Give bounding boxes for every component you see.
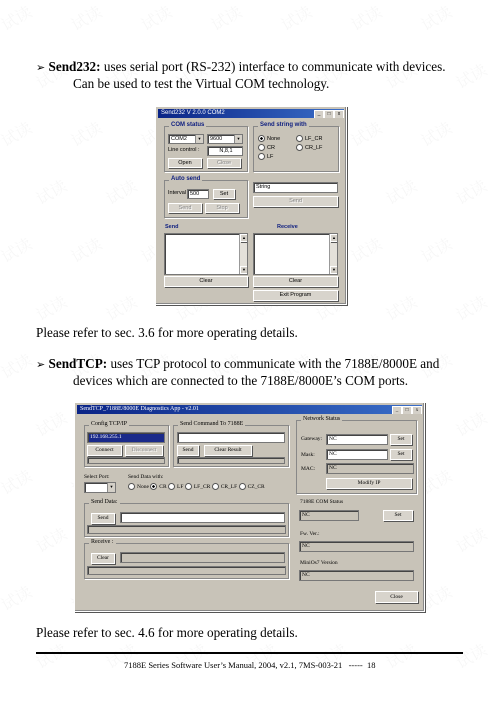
radio-cr-lf-label: CR_LF bbox=[220, 483, 238, 490]
sendtcp-description bbox=[36, 356, 476, 388]
exit-program-button[interactable]: Exit Program bbox=[253, 290, 338, 301]
close-app-button[interactable]: Close bbox=[375, 591, 418, 603]
watermark-mark bbox=[346, 232, 385, 268]
maximize-button[interactable]: □ bbox=[402, 406, 412, 414]
radio-icon bbox=[258, 144, 265, 151]
radio-lf[interactable] bbox=[168, 484, 183, 490]
mask-input[interactable]: NC bbox=[326, 449, 388, 460]
clear-receive-button[interactable]: Clear bbox=[91, 553, 115, 564]
radio-cr-lf[interactable] bbox=[296, 144, 322, 151]
chevron-down-icon: ▼ bbox=[234, 135, 242, 143]
send232-window bbox=[155, 106, 347, 305]
sendtcp-window bbox=[74, 402, 425, 612]
radio-none-label: None bbox=[267, 135, 281, 142]
radio-selected-icon bbox=[258, 135, 265, 142]
radio-cr[interactable] bbox=[150, 484, 166, 490]
send-data-with-label: Send Data with: bbox=[128, 474, 164, 480]
watermark-mark bbox=[451, 174, 490, 210]
send-data-button[interactable]: Send bbox=[91, 513, 115, 524]
auto-send-button[interactable]: Send bbox=[168, 203, 202, 213]
sendtcp-desc-line1: uses TCP protocol to communicate with the 7188E/8000E and bbox=[110, 356, 440, 371]
send232-desc-line2: Can be used to test the Virtual COM technology. bbox=[73, 75, 330, 91]
watermark-mark bbox=[206, 0, 245, 35]
watermark-mark bbox=[451, 638, 490, 674]
watermark-mark bbox=[136, 0, 175, 35]
connect-button[interactable]: Connect bbox=[87, 445, 122, 456]
sendtcp-desc-line2: devices which are connected to the 7188E/8000E’s COM ports. bbox=[73, 372, 409, 388]
watermark-mark bbox=[416, 232, 455, 268]
modify-ip-button[interactable]: Modify IP bbox=[326, 478, 412, 489]
watermark-mark bbox=[0, 116, 36, 152]
radio-none[interactable] bbox=[258, 135, 280, 142]
watermark-mark bbox=[66, 0, 105, 35]
sendtcp-titlebar bbox=[77, 405, 422, 414]
network-status-group bbox=[296, 416, 417, 494]
radio-none-label: None bbox=[137, 483, 149, 490]
interval-input[interactable]: 500 bbox=[187, 189, 209, 199]
clear-send-button[interactable]: Clear bbox=[164, 276, 248, 287]
radio-icon bbox=[296, 135, 303, 142]
radio-cz-cr[interactable] bbox=[239, 484, 265, 490]
auto-send-group bbox=[164, 176, 248, 218]
send232-titlebar bbox=[158, 109, 344, 118]
chevron-down-icon: ▼ bbox=[195, 135, 203, 143]
refer-sec-3-6: Please refer to sec. 3.6 for more operating details. bbox=[36, 325, 298, 340]
footer-rule bbox=[36, 652, 463, 654]
watermark-mark bbox=[0, 232, 36, 268]
watermark-mark bbox=[0, 0, 36, 35]
receive-textarea[interactable] bbox=[253, 233, 338, 275]
fw-version-field: NC bbox=[299, 541, 414, 552]
baud-value: 9600 bbox=[210, 136, 223, 142]
send-data-group bbox=[84, 499, 289, 537]
network-status-label: Network Status bbox=[303, 416, 341, 422]
radio-none[interactable] bbox=[128, 484, 149, 490]
send-string-button[interactable]: Send bbox=[253, 196, 338, 207]
send-area-label: Send bbox=[165, 224, 179, 230]
watermark-mark bbox=[0, 580, 36, 616]
minimize-button[interactable]: _ bbox=[314, 110, 324, 118]
radio-cz-cr-label: CZ_CR bbox=[247, 483, 265, 490]
watermark-mark bbox=[0, 348, 36, 384]
fw-version-label: Fw. Ver.: bbox=[300, 531, 320, 537]
line-control-field[interactable]: N,8,1 bbox=[207, 146, 243, 156]
receive-area-label: Receive bbox=[277, 224, 298, 230]
scroll-up-icon[interactable]: ▲ bbox=[240, 234, 248, 242]
scroll-down-icon[interactable]: ▼ bbox=[240, 266, 248, 274]
radio-lf[interactable] bbox=[258, 153, 273, 160]
send-textarea[interactable] bbox=[164, 233, 248, 275]
watermark-mark bbox=[451, 522, 490, 558]
watermark-mark bbox=[101, 290, 140, 326]
minios-version-label: MiniOs7 Version bbox=[300, 560, 338, 566]
watermark-mark bbox=[31, 174, 70, 210]
radio-lf-cr[interactable] bbox=[296, 135, 322, 142]
watermark-mark bbox=[381, 638, 420, 674]
radio-cr-label: CR bbox=[267, 144, 275, 151]
config-tcpip-group bbox=[84, 421, 169, 467]
command-result-field bbox=[177, 457, 285, 464]
radio-cr-lf-label: CR_LF bbox=[305, 144, 323, 151]
com-port-value: COM2 bbox=[171, 136, 187, 142]
radio-cr-lf[interactable] bbox=[212, 484, 238, 490]
auto-send-label: Auto send bbox=[171, 176, 201, 182]
close-window-button[interactable]: x bbox=[412, 406, 422, 414]
send-command-group bbox=[173, 421, 289, 467]
send-data-input[interactable] bbox=[120, 512, 285, 523]
send-data-label: Send Data: bbox=[91, 499, 118, 505]
watermark-mark bbox=[451, 290, 490, 326]
com-port-select[interactable] bbox=[168, 134, 204, 144]
radio-icon bbox=[128, 483, 135, 490]
clear-result-button[interactable]: Clear Result bbox=[204, 445, 252, 456]
watermark-mark bbox=[416, 116, 455, 152]
interval-label: Interval bbox=[168, 190, 187, 196]
mask-set-button[interactable]: Set bbox=[390, 449, 412, 460]
gateway-input[interactable]: NC bbox=[326, 434, 388, 445]
radio-selected-icon bbox=[150, 483, 157, 490]
radio-lf-label: LF bbox=[177, 483, 184, 490]
scroll-up-icon[interactable]: ▲ bbox=[330, 234, 338, 242]
bullet-arrow-icon: ➢ bbox=[36, 61, 46, 74]
watermark-mark bbox=[66, 232, 105, 268]
radio-icon bbox=[212, 483, 219, 490]
receive-status-field bbox=[87, 566, 286, 575]
send-scrollbar[interactable] bbox=[239, 234, 247, 274]
gateway-set-button[interactable]: Set bbox=[390, 434, 412, 445]
watermark-mark bbox=[31, 522, 70, 558]
receive-label: Receive : bbox=[91, 539, 114, 545]
mac-field: NC bbox=[326, 463, 414, 474]
receive-field bbox=[120, 552, 285, 563]
chevron-down-icon: ▼ bbox=[107, 483, 115, 492]
baud-select[interactable] bbox=[207, 134, 243, 144]
open-button[interactable]: Open bbox=[168, 158, 202, 168]
watermark-mark bbox=[346, 116, 385, 152]
watermark-mark bbox=[381, 174, 420, 210]
mac-label: MAC: bbox=[301, 466, 316, 472]
radio-icon bbox=[185, 483, 192, 490]
minimize-button[interactable]: _ bbox=[392, 406, 402, 414]
send-command-label: Send Command To 7188E bbox=[180, 421, 244, 427]
radio-icon bbox=[296, 144, 303, 151]
send232-description bbox=[36, 59, 476, 91]
radio-icon bbox=[239, 483, 246, 490]
watermark-mark bbox=[31, 638, 70, 674]
watermark-mark bbox=[31, 290, 70, 326]
bullet-arrow-icon: ➢ bbox=[36, 358, 46, 371]
select-port-dropdown[interactable] bbox=[84, 482, 116, 493]
watermark-mark bbox=[0, 464, 36, 500]
close-window-button[interactable]: x bbox=[334, 110, 344, 118]
scroll-down-icon[interactable]: ▼ bbox=[330, 266, 338, 274]
mask-label: Mask: bbox=[301, 452, 315, 458]
sendtcp-heading: SendTCP: bbox=[48, 356, 108, 371]
radio-cr[interactable] bbox=[258, 144, 275, 151]
close-com-button[interactable]: Close bbox=[207, 158, 241, 168]
gateway-label: Gateway: bbox=[301, 436, 323, 442]
refer-sec-4-6: Please refer to sec. 4.6 for more operating details. bbox=[36, 625, 298, 640]
watermark-mark bbox=[381, 290, 420, 326]
config-status-field bbox=[87, 457, 165, 464]
watermark-mark bbox=[101, 174, 140, 210]
send-data-with-options bbox=[128, 483, 265, 490]
com-status-set-button[interactable]: Set bbox=[383, 510, 413, 521]
watermark-mark bbox=[276, 0, 315, 35]
watermark-mark bbox=[346, 0, 385, 35]
radio-lf-cr-label: LF_CR bbox=[193, 483, 211, 490]
line-control-label: Line control : bbox=[168, 147, 200, 153]
watermark-mark bbox=[66, 116, 105, 152]
com-status-group bbox=[164, 122, 248, 172]
send-string-with-label: Send string with bbox=[260, 122, 307, 128]
send-string-with-group bbox=[253, 122, 339, 172]
config-tcpip-label: Config TCP/IP bbox=[91, 421, 128, 427]
maximize-button[interactable]: □ bbox=[324, 110, 334, 118]
receive-group bbox=[84, 539, 289, 579]
watermark-mark bbox=[451, 406, 490, 442]
disconnect-button[interactable]: Disconnect bbox=[125, 445, 163, 456]
radio-icon bbox=[168, 483, 175, 490]
command-input[interactable] bbox=[177, 432, 285, 443]
receive-scrollbar[interactable] bbox=[329, 234, 337, 274]
radio-lf-cr[interactable] bbox=[185, 484, 211, 490]
string-input[interactable]: String bbox=[253, 182, 338, 193]
minios-version-field: NC bbox=[299, 570, 414, 581]
send232-desc-line1: uses serial port (RS-232) interface to communicate with devices. bbox=[103, 59, 446, 74]
radio-cr-label: CR bbox=[159, 483, 167, 490]
select-port-label: Select Port: bbox=[84, 474, 110, 480]
auto-stop-button[interactable]: Stop bbox=[205, 203, 239, 213]
watermark-mark bbox=[416, 0, 455, 35]
radio-icon bbox=[258, 153, 265, 160]
clear-receive-button[interactable]: Clear bbox=[253, 276, 338, 287]
send232-title: Send232 V 2.0.0 COM2 bbox=[161, 110, 225, 116]
radio-lf-label: LF bbox=[267, 153, 274, 160]
sendtcp-title: SendTCP_7188E/8000E Diagnostics App - v2.01 bbox=[80, 406, 199, 412]
com-status-label: COM status bbox=[171, 122, 205, 128]
ip-input[interactable]: 192.168.255.1 bbox=[87, 432, 165, 443]
send232-heading: Send232: bbox=[48, 59, 101, 74]
interval-set-button[interactable]: Set bbox=[213, 189, 235, 199]
radio-lf-cr-label: LF_CR bbox=[305, 135, 323, 142]
send-data-status-field bbox=[87, 525, 286, 534]
footer-text: 7188E Series Software User’s Manual, 2004, v2.1, 7MS-003-21 ----- 18 bbox=[124, 660, 376, 670]
watermark-mark bbox=[31, 406, 70, 442]
send-command-button[interactable]: Send bbox=[177, 445, 199, 456]
com-status-label: 7188E COM Status bbox=[300, 499, 344, 505]
com-status-field: NC bbox=[299, 510, 359, 521]
